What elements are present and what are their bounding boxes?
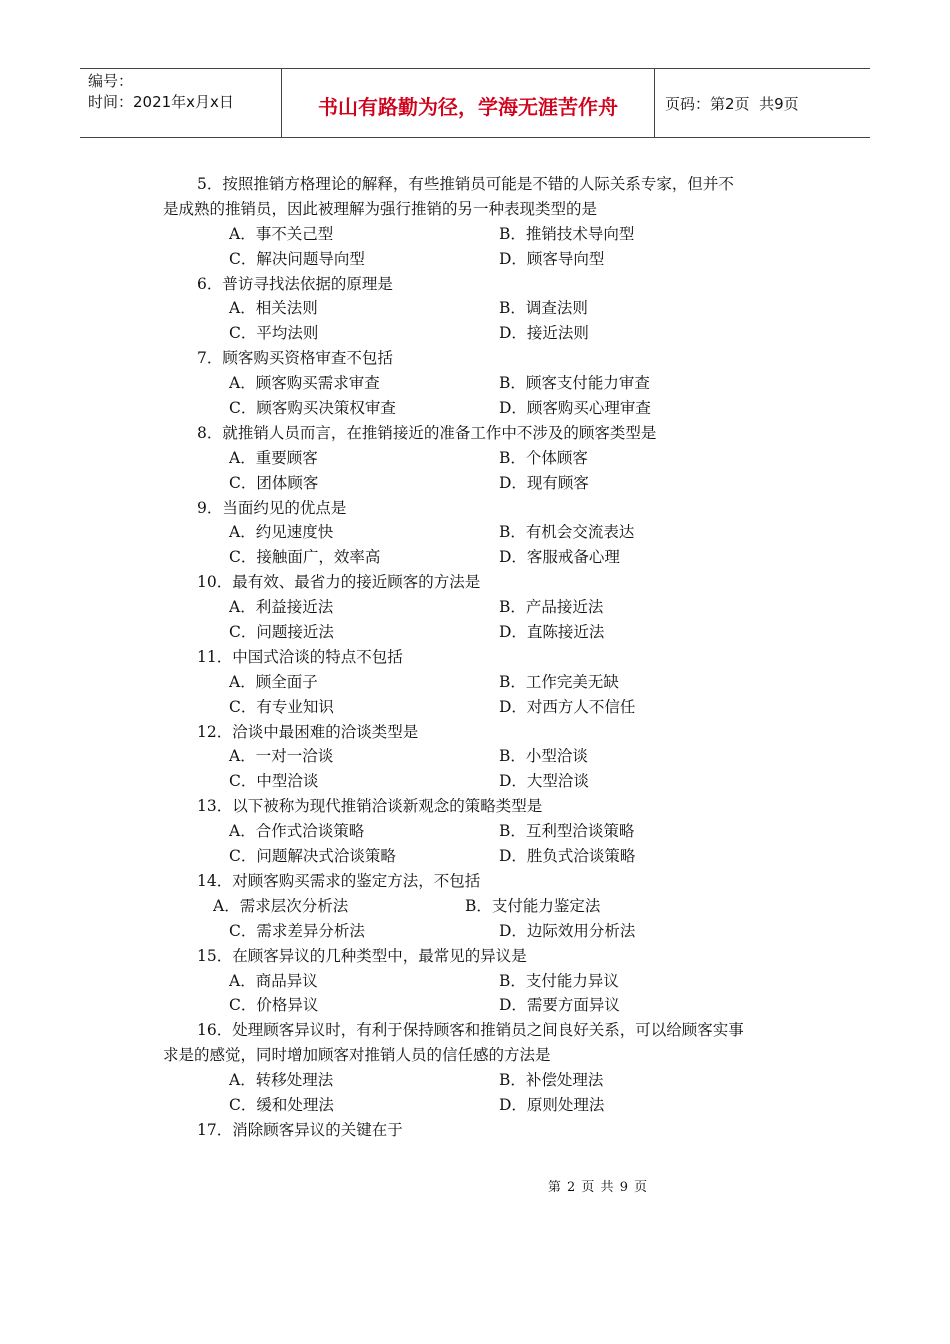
option-right: D．对西方人不信任: [499, 697, 636, 716]
option-row: [163, 769, 793, 794]
option-row: [163, 396, 793, 421]
option-row: [163, 446, 793, 471]
option-left: C．解决问题导向型: [229, 249, 365, 268]
option-right: D．胜负式洽谈策略: [499, 847, 636, 866]
option-row: [163, 894, 793, 919]
option-row: [163, 670, 793, 695]
option-left: A．商品异议: [229, 971, 318, 990]
page-info-text: 页码：第2页 共9页: [665, 94, 799, 113]
question-stem: 6．普访寻找法依据的原理是: [197, 274, 393, 293]
option-right: B．互利型洽谈策略: [499, 822, 635, 841]
question-stem-continued: 求是的感觉，同时增加顾客对推销人员的信任感的方法是: [163, 1046, 551, 1065]
option-right: B．顾客支付能力审查: [499, 374, 650, 393]
option-right: D．现有顾客: [499, 473, 589, 492]
option-left: A．顾全面子: [229, 672, 318, 691]
option-right: B．个体顾客: [499, 448, 588, 467]
question-stem: 13．以下被称为现代推销洽谈新观念的策略类型是: [197, 797, 543, 816]
option-left: C．缓和处理法: [229, 1095, 334, 1114]
option-row: [163, 471, 793, 496]
question-list: [163, 172, 793, 1143]
option-right: B．补偿处理法: [499, 1071, 604, 1090]
option-row: [163, 321, 793, 346]
question-stem: 14．对顾客购买需求的鉴定方法，不包括: [197, 871, 481, 890]
time-label: 时间：2021年x月x日: [88, 93, 234, 111]
option-left: A．一对一洽谈: [229, 747, 334, 766]
option-left: C．需求差异分析法: [229, 921, 365, 940]
option-row: [163, 993, 793, 1018]
option-right: B．支付能力鉴定法: [465, 896, 601, 915]
option-right: B．调查法则: [499, 299, 588, 318]
option-row: [163, 844, 793, 869]
page-footer: [0, 1176, 950, 1195]
option-row: [163, 545, 793, 570]
question-stem: 12．洽谈中最困难的洽谈类型是: [197, 722, 419, 741]
option-right: D．边际效用分析法: [499, 921, 636, 940]
option-row: [163, 520, 793, 545]
option-right: D．需要方面异议: [499, 996, 620, 1015]
option-row: [163, 296, 793, 321]
option-right: D．大型洽谈: [499, 772, 589, 791]
option-right: B．支付能力异议: [499, 971, 619, 990]
option-left: C．平均法则: [229, 324, 319, 343]
option-left: A．合作式洽谈策略: [229, 822, 365, 841]
option-left: A．利益接近法: [229, 598, 334, 617]
option-right: B．推销技术导向型: [499, 224, 635, 243]
option-left: C．中型洽谈: [229, 772, 319, 791]
option-row: [163, 919, 793, 944]
option-left: A．约见速度快: [229, 523, 334, 542]
question-stem: 7．顾客购买资格审查不包括: [197, 349, 393, 368]
option-row: [163, 1093, 793, 1118]
option-row: [163, 371, 793, 396]
option-row: [163, 819, 793, 844]
option-left: C．问题接近法: [229, 623, 334, 642]
header-meta: [80, 69, 282, 137]
option-right: D．顾客购买心理审查: [499, 399, 651, 418]
option-left: C．顾客购买决策权审查: [229, 399, 396, 418]
option-right: B．工作完美无缺: [499, 672, 619, 691]
option-left: C．有专业知识: [229, 697, 334, 716]
header-page-info: [655, 69, 870, 137]
option-row: [163, 969, 793, 994]
header-motto: 书山有路勤为径，学海无涯苦作舟: [282, 69, 655, 137]
option-left: C．接触面广，效率高: [229, 548, 381, 567]
question-stem: 15．在顾客异议的几种类型中，最常见的异议是: [197, 946, 527, 965]
option-right: D．原则处理法: [499, 1095, 605, 1114]
question-stem: 9．当面约见的优点是: [197, 498, 347, 517]
option-left: A．重要顾客: [229, 448, 318, 467]
option-row: [163, 620, 793, 645]
option-left: A．相关法则: [229, 299, 318, 318]
option-left: C．问题解决式洽谈策略: [229, 847, 396, 866]
option-right: D．顾客导向型: [499, 249, 605, 268]
option-right: B．产品接近法: [499, 598, 604, 617]
question-stem: 10．最有效、最省力的接近顾客的方法是: [197, 573, 481, 592]
option-left: A．需求层次分析法: [213, 896, 349, 915]
option-left: C．价格异议: [229, 996, 319, 1015]
question-stem: 16．处理顾客异议时，有利于保持顾客和推销员之间良好关系，可以给顾客实事: [197, 1021, 744, 1040]
question-stem: 17．消除顾客异议的关键在于: [197, 1120, 403, 1139]
option-right: B．有机会交流表达: [499, 523, 635, 542]
option-row: [163, 744, 793, 769]
question-stem: 8．就推销人员而言，在推销接近的准备工作中不涉及的顾客类型是: [197, 423, 657, 442]
page-header: [80, 68, 870, 138]
option-right: B．小型洽谈: [499, 747, 588, 766]
question-stem: 11．中国式洽谈的特点不包括: [197, 647, 403, 666]
footer-page-number: 第 2 页 共 9 页: [547, 1180, 649, 1195]
option-row: [163, 695, 793, 720]
question-stem-continued: 是成熟的推销员，因此被理解为强行推销的另一种表现类型的是: [163, 199, 598, 218]
question-stem: 5．按照推销方格理论的解释，有些推销员可能是不错的人际关系专家，但并不: [197, 175, 734, 193]
option-right: D．客服戒备心理: [499, 548, 620, 567]
code-label: 编号：: [88, 72, 134, 90]
option-row: [163, 222, 793, 247]
option-left: A．转移处理法: [229, 1071, 334, 1090]
option-row: [163, 595, 793, 620]
option-right: D．接近法则: [499, 324, 589, 343]
option-row: [163, 247, 793, 272]
option-row: [163, 1068, 793, 1093]
option-right: D．直陈接近法: [499, 623, 605, 642]
option-left: A．事不关己型: [229, 224, 334, 243]
option-left: C．团体顾客: [229, 473, 319, 492]
option-left: A．顾客购买需求审查: [229, 374, 380, 393]
